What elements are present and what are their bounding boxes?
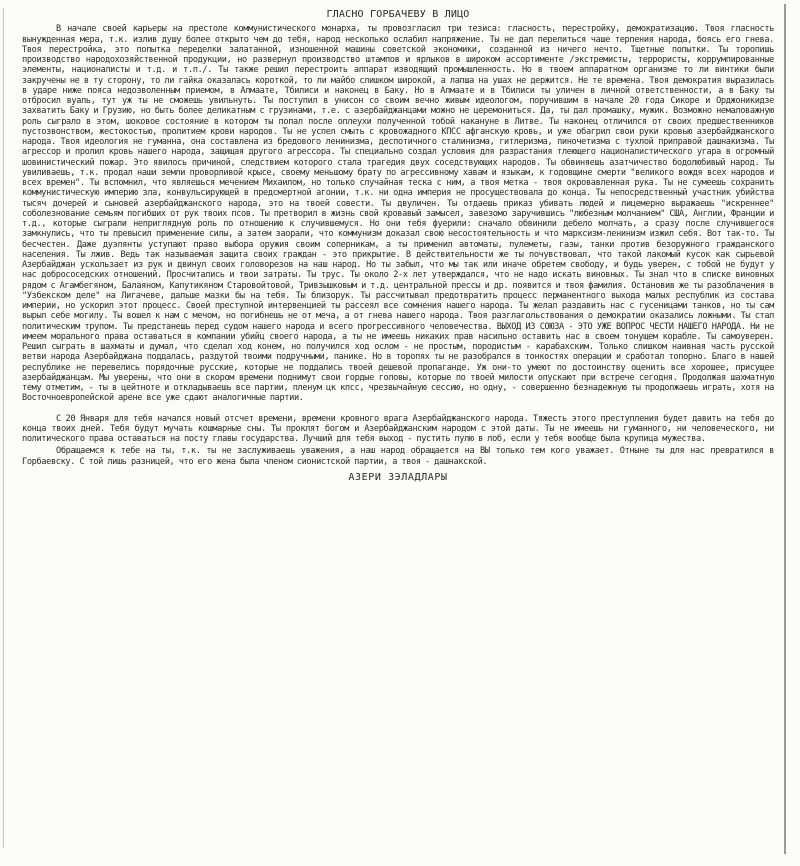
paragraph-january: С 20 Января для тебя начался новый отсчет времени, времени кровного врага Азербайджанского народа. Тяжесть этого преступления будет давить на тебя до конца твоих дней. Тебя будут мучать кошмарные сны. Ты проклят богом и Азербайджанским народом с этой даты. Ты не имеешь ни гуманного, ни человеческого, ни политического права оставаться на посту главы государства. Лучший для тебя выход - пустить пулю в лоб, если у тебя вообще была крупица мужества. bbox=[22, 413, 774, 444]
paragraph-closing: Обращаемся к тебе на ты, т.к. ты не заслуживаешь уважения, а наш народ обращается на ВЫ только тем кого уважает. Отныне ты для нас превратился в Горбаевску. С той лишь разницей, что его жена была членом сионистской партии, а твоя - дашнакской. bbox=[22, 446, 774, 467]
document-body bbox=[22, 10, 774, 483]
page-edge-right bbox=[784, 4, 786, 854]
paragraph-main: В начале своей карьеры на престоле коммунистического монарха, ты провозгласил три тезиса: гласность, перестройку, демократизацию. Твоя гласность вынужденная мера, т.к. излив душу более открыто чем до тебя, народ несколько ослабил напряжение. Ты не дал перелиться чаше терпения народа, боясь его гнева. Твоя перестройка, это попытка переделки залатанной, изношенной машины советской экономики, созданной из ничего нечто. Тщетные попытки. Ты торопишь производство народохозяйственной продукции, но развернул производство штампов и ярлыков в широком ассортименте /экстремисты, террористы, коррумпированные элементы, националисты и т.д. и т.п./. Ты также решил перестроить аппарат изводящий промышленность. Но в твоем аппаратном организме то ли винтики были закручены не в ту сторону, то ли гайка оказалась короткой, то ли майбо слишком широкой, а лапша на ушах не держится. Не те времена. Твоя демократия выразилась в ударе ниже пояса недозволенным приемом, в Алмаате, Тбилиси и наконец в Баку. Но в Алмаате и в Тбилиси ты уличен в личной ответственности, а в Баку ты отбросил вуаль, тут уж ты не сможешь увильнуть. Ты поступил в унисон со своим вечно живым идеологом, поручившим в начале 20 года Сикоре и Орджоникидзе захватить Баку и Грузию, но быть более деликатным с грузинами, т.е. с азербайджанцами можно не церемониться. Да, ты дал промашку, мужик. Возможно немаловажную роль сыграло в этом, шоковое состояние в котором ты попал после оплеухи полученной тобой накануне в Литве. Ты наконец отличился от своих предшественников пустозвонством, жестокостью, пролитием крови народов. Ты не успел смыть с кровожадного КПСС афганскую кровь, и уже обагрил свои руки кровью азербайджанского народа. Твоя идеология не гуманна, она составлена из бредового ленинизма, деспотичного сталинизма, гитлеризма, пиночетизма с тухлой приправой дашнакизма. Ты агрессор и пролил кровь нашего народа, защищая другого агрессора. Ты специально создал условия для разрастания тлеющего националистического угара в огромный шовинистический пожар. Это явилось причиной, следствием которого стала трагедия двух соседствующих народов. Ты обвиняешь азатчичество бодолюбивый народ. Ты увиливаешь, т.к. продал наши земли проворливой крысе, своему меньшому брату по агрессивному хавам и языкам, к годовщине смерти "великого вождя всех народов и всех времен". Ты вспомнил, что являешься мечением Михаилом, но только случайная теска с ним, а твоя метка - твоя окровавленная рука. Ты не сумеешь сохранить коммунистическую империю зла, конвульсирующей в предсмертной агонии, т.к. ни одна империя не просуществовала до конца. Ты непосредственный участник убийства тысяч дочерей и сыновей азербайджанского народа, это на твоей совести. Ты двуличен. Ты отдаешь приказ убивать людей и лицемерно выражаешь "искреннее" соболезнование семьям погибших от рук твоих псов. Ты претворил в жизнь свой кровавый замысел, завезомо заручившись "любезным молчанием" США, Англии, Франции и т.д., которые сыграли неприглядную роль по отношению к случившемуся. Но они тебя фуерили: сначало обвинили дебело молчать, а сразу после случившегося замкнулись, что ты превысил применение силы, а затем заорали, что коммунизм доказал свою несостоятельность и что марксизм-ленинизм изжил себя. Вот так-то. Ты бесчестен. Даже дуэлянты уступают право выбора оружия своим соперникам, а ты применил автоматы, пулеметы, газы, танки против безоружного гражданского населения. Ты лжив. Ведь так называемая защита своих граждан - это прикрытие. В действительности же ты почувствовал, что такой лакомый кусок как сырьевой Азербайджан ускользает из рук и двинул своих головорезов на наш народ. Но ты забыл, что мы так или иначе обретем свободу, и будь уверен, с тобой не будут у нас добрососедских отношений. Просчитались и твои затраты. Ты трус. Ты около 2-х лет утверждался, что не надо искать виновных. Ты знал что в списке виновных рядом с Агамбегяном, Балаяном, Капутикяном Старовойтовой, Тривзышковым и т.д. центральной прессы и др. появится и твоя фамилия. Остановив же ты разоблачения в "Узбекском деле" на Лигачеве, дальше мазки бы на тебя. Ты близорук. Ты рассчитывал предотвратить процесс перманентного выхода малых республик из состава империи, но ускорил этот процесс. Своей преступной интервенцией ты рассеял все сомнения нашего народа. Ты желал раздавить нас с гусеницами танков, но ты сам вырыл себе могилу. Ты вошел к нам с мечом, но погибнешь не от меча, а от гнева нашего народа. Твоя разглагольствования о демократии оказались ложными. Ты стал политическим трупом. Ты предстанешь перед судом нашего народа и всего прогрессивного человечества. ВЫХОД ИЗ СОЮЗА - ЭТО УЖЕ ВОПРОС ЧЕСТИ НАШЕГО НАРОДА. Ни не имеем морального права оставаться в компании убийц своего народа, а ты не имеешь никаких прав насильно оставить нас в своем тонущем корабле. Ты самоуверен. Решил сыграть в шахматы и думал, что сделал ход конем, но получился ход ослом - не простым, породистым - карабахским. Только слишком наивная часть русской ветви народа Азербайджана поддалась, раздутой твоими подручными, панике. Но в торопях ты не разобрался в тонкостях операции и сработал топорно. Благо в нашей республике не перевелись порядочные русские, которые не поддались твоей дешевой пропаганде. Уж они-то умеют по достоинству оценить все хорошее, присущее азербайджанцам. Мы уверены, что они в скором времени поднимут свои гордые головы, которые по твоей милости опускают при встрече сегодня. Продолжая шахматную тему отметим, - ты в цейтноте и откладываешь все партии, пленум цк кпсс, чрезвычайную сессию, но одну, - совершенно безнадежную ты продолжаешь играть, хотя на Восточноевропейской арене все уже сдают аналогичные партии. bbox=[22, 24, 774, 404]
document-title: ГЛАСНО ГОРБАЧЕВУ В ЛИЦО bbox=[326, 9, 470, 20]
page-edge-left bbox=[3, 8, 4, 848]
document-signature: АЗЕРИ ЗЭЛАДЛАРЫ bbox=[348, 471, 448, 483]
paragraph-gap bbox=[22, 404, 774, 414]
